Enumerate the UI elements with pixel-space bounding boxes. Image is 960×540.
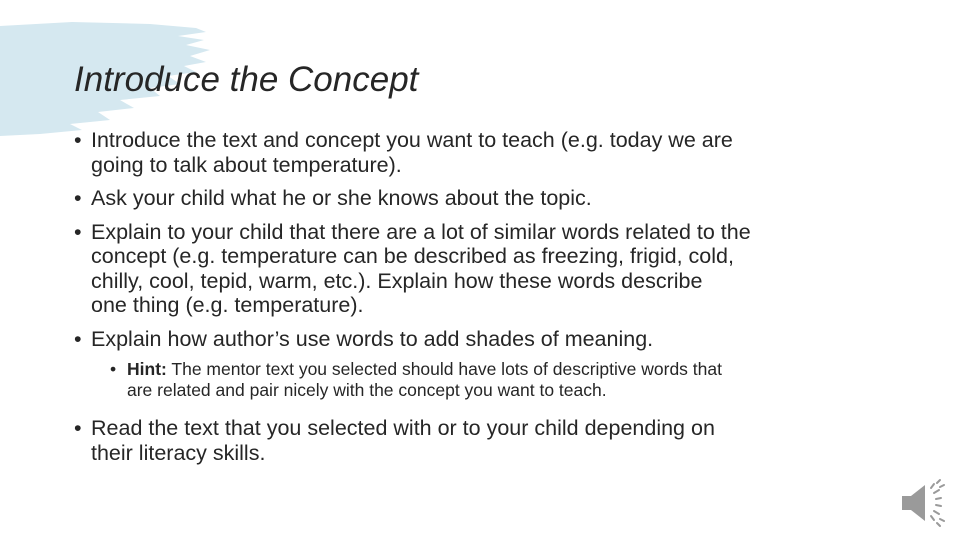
bullet-list [74, 128, 904, 351]
bullet-list-continued [74, 416, 904, 465]
bullet-marker: • [74, 186, 82, 210]
bullet-item [74, 416, 904, 465]
bullet-text: Ask your child what he or she knows about the topic. [91, 186, 592, 210]
bullet-text: Introduce the text and concept you want to teach (e.g. today we are going to talk about temperature). [91, 128, 733, 177]
bullet-text: Explain to your child that there are a lot of similar words related to the concept (e.g. temperature can be described as freezing, frigid, cold, chilly, cool, tepid, warm, etc.). Explain how these words describe one thing (e.g. temperature). [91, 219, 751, 317]
bullet-item [74, 220, 904, 318]
bullet-text: Read the text that you selected with or to your child depending on their literacy skills. [91, 416, 715, 465]
bullet-item [74, 186, 904, 211]
bullet-text: Explain how author’s use words to add shades of meaning. [91, 326, 654, 351]
bullet-marker: • [74, 326, 82, 351]
slide-body [74, 128, 904, 474]
hint-item [110, 359, 904, 401]
bullet-marker: • [110, 359, 117, 379]
bullet-marker: • [74, 219, 82, 244]
hint-text: The mentor text you selected should have lots of descriptive words that are related and pair nicely with the concept you want to teach. [127, 359, 722, 400]
speaker-icon[interactable] [898, 478, 950, 528]
bullet-marker: • [74, 128, 82, 152]
slide-title: Introduce the Concept [74, 60, 419, 99]
bullet-marker: • [74, 416, 82, 440]
bullet-item [74, 128, 904, 177]
hint-text-block [127, 359, 904, 401]
bullet-item [74, 327, 904, 352]
hint-label: Hint: [127, 359, 167, 379]
sub-bullet-list [110, 359, 904, 401]
